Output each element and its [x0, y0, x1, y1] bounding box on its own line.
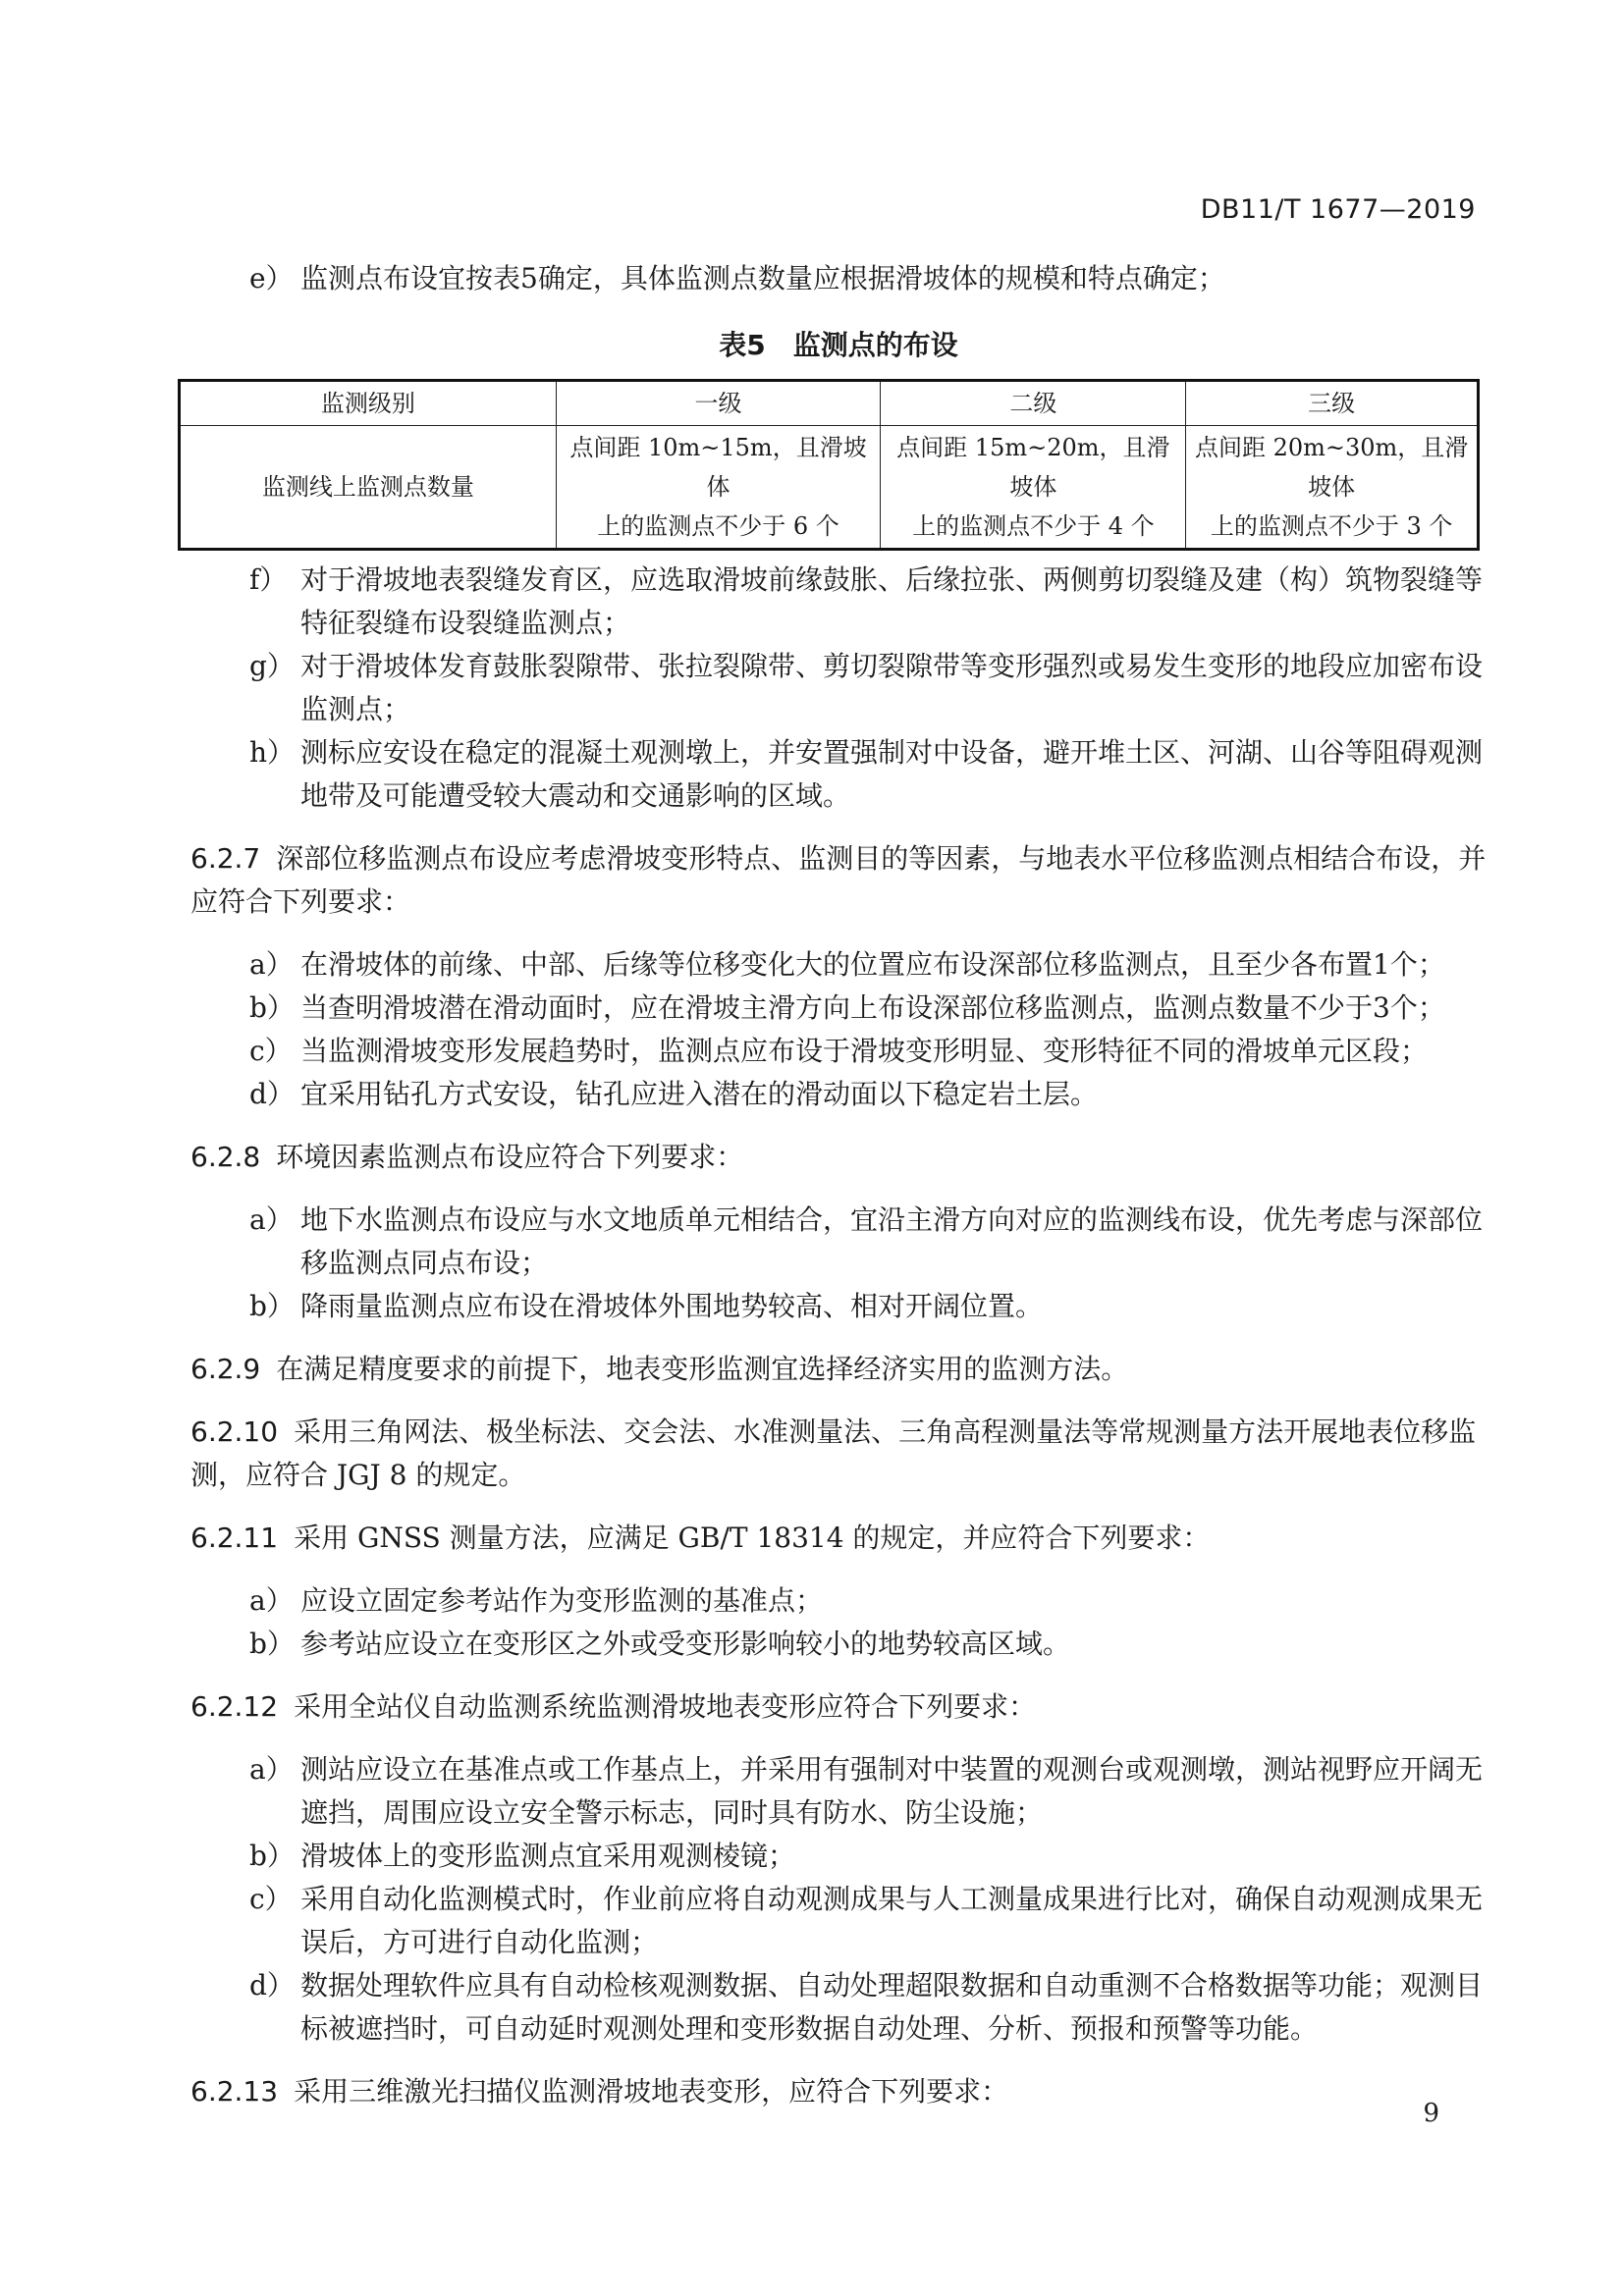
- list-item: [249, 987, 1487, 1030]
- item-text: 在滑坡体的前缘、中部、后缘等位移变化大的位置应布设深部位移监测点，且至少各布置1个；: [300, 948, 1445, 981]
- item-text: 参考站应设立在变形区之外或受变形影响较小的地势较高区域。: [300, 1628, 1071, 1660]
- clause-text: 采用三维激光扫描仪监测滑坡地表变形，应符合下列要求：: [294, 2075, 1009, 2108]
- item-marker: a）: [249, 1584, 294, 1617]
- list-item: [249, 1030, 1487, 1073]
- item-text: 当查明滑坡潜在滑动面时，应在滑坡主滑方向上布设深部位移监测点，监测点数量不少于3个；: [300, 991, 1445, 1024]
- standard-number-header: DB11/T 1677—2019: [1200, 194, 1476, 225]
- list-item: [249, 1835, 1487, 1878]
- item-text: 对于滑坡体发育鼓胀裂隙带、张拉裂隙带、剪切裂隙带等变形强烈或易发生变形的地段应加密布设监测点；: [300, 650, 1484, 725]
- item-text: 应设立固定参考站作为变形监测的基准点；: [300, 1584, 824, 1617]
- clause-text: 采用三角网法、极坐标法、交会法、水准测量法、三角高程测量法等常规测量方法开展地表位移监测，应符合 JGJ 8 的规定。: [190, 1415, 1477, 1491]
- list-item-h: [249, 731, 1487, 818]
- clause-6-2-11: [190, 1517, 1487, 1560]
- table-cell: [1186, 426, 1479, 550]
- clause-6-2-8: [190, 1136, 1487, 1179]
- list-item: [249, 1579, 1487, 1623]
- item-marker: b）: [249, 1290, 295, 1322]
- item-text: 滑坡体上的变形监测点宜采用观测棱镜；: [300, 1840, 796, 1872]
- item-marker: d）: [249, 1969, 295, 2002]
- list-item: [249, 1878, 1487, 1964]
- clause-number: 6.2.7: [190, 842, 261, 875]
- cell-line: 上的监测点不少于 6 个: [597, 512, 839, 540]
- list-item: [249, 1964, 1487, 2051]
- item-marker: d）: [249, 1078, 295, 1110]
- list-item: [249, 1199, 1487, 1285]
- table-header-row: [180, 381, 1479, 426]
- item-marker: h）: [249, 736, 296, 769]
- clause-text: 采用 GNSS 测量方法，应满足 GB/T 18314 的规定，并应符合下列要求：: [294, 1522, 1211, 1554]
- clause-number: 6.2.9: [190, 1353, 261, 1385]
- list-item: [249, 943, 1487, 987]
- clause-number: 6.2.8: [190, 1141, 261, 1173]
- item-text: 降雨量监测点应布设在滑坡体外围地势较高、相对开阔位置。: [300, 1290, 1044, 1322]
- item-marker: e）: [249, 262, 294, 294]
- cell-line: 上的监测点不少于 4 个: [912, 512, 1155, 540]
- clause-text: 采用全站仪自动监测系统监测滑坡地表变形应符合下列要求：: [294, 1690, 1037, 1723]
- cell-line: 点间距 20m~30m，且滑坡体: [1194, 434, 1469, 501]
- table-cell: [556, 426, 881, 550]
- table-header-cell: 一级: [556, 381, 881, 426]
- item-marker: b）: [249, 1840, 295, 1872]
- clause-number: 6.2.12: [190, 1690, 279, 1723]
- cell-line: 点间距 15m~20m，且滑坡体: [896, 434, 1170, 501]
- table-cell: [881, 426, 1186, 550]
- clause-6-2-10: [190, 1411, 1487, 1497]
- list-item-f: [249, 559, 1487, 645]
- table-header-cell: 三级: [1186, 381, 1479, 426]
- clause-number: 6.2.13: [190, 2075, 279, 2108]
- item-text: 测标应安设在稳定的混凝土观测墩上，并安置强制对中设备，避开堆土区、河湖、山谷等阻碍观测地带及可能遭受较大震动和交通影响的区域。: [300, 736, 1484, 812]
- item-marker: c）: [249, 1883, 293, 1915]
- item-marker: c）: [249, 1035, 293, 1067]
- item-marker: b）: [249, 1628, 295, 1660]
- clause-number: 6.2.10: [190, 1415, 279, 1448]
- table-caption: 表5 监测点的布设: [719, 329, 958, 361]
- item-text: 地下水监测点布设应与水文地质单元相结合，宜沿主滑方向对应的监测线布设，优先考虑与深部位移监测点同点布设；: [300, 1203, 1484, 1279]
- item-marker: g）: [249, 650, 295, 682]
- clause-6-2-13: [190, 2070, 1487, 2113]
- monitoring-point-table: [178, 379, 1480, 551]
- list-item: [249, 1073, 1487, 1116]
- table-header-cell: 二级: [881, 381, 1186, 426]
- item-text: 监测点布设宜按表5确定，具体监测点数量应根据滑坡体的规模和特点确定；: [300, 262, 1225, 294]
- item-marker: a）: [249, 1753, 294, 1786]
- list-item-g: [249, 645, 1487, 731]
- item-marker: b）: [249, 991, 295, 1024]
- list-item: [249, 1623, 1487, 1666]
- page-number: 9: [1423, 2099, 1439, 2128]
- list-item: [249, 1748, 1487, 1835]
- clause-text: 环境因素监测点布设应符合下列要求：: [276, 1141, 744, 1173]
- item-text: 宜采用钻孔方式安设，钻孔应进入潜在的滑动面以下稳定岩土层。: [300, 1078, 1099, 1110]
- cell-line: 点间距 10m~15m，且滑坡体: [569, 434, 867, 501]
- item-text: 数据处理软件应具有自动检核观测数据、自动处理超限数据和自动重测不合格数据等功能；观测目标被遮挡时，可自动延时观测处理和变形数据自动处理、分析、预报和预警等功能。: [300, 1969, 1484, 2045]
- item-text: 对于滑坡地表裂缝发育区，应选取滑坡前缘鼓胀、后缘拉张、两侧剪切裂缝及建（构）筑物裂缝等特征裂缝布设裂缝监测点；: [300, 563, 1484, 639]
- clause-6-2-9: [190, 1348, 1487, 1391]
- clause-6-2-12: [190, 1685, 1487, 1729]
- table-row: [180, 426, 1479, 550]
- clause-text: 在满足精度要求的前提下，地表变形监测宜选择经济实用的监测方法。: [276, 1353, 1129, 1385]
- item-marker: a）: [249, 1203, 294, 1236]
- table-row-label: 监测线上监测点数量: [180, 426, 557, 550]
- list-item: [249, 1285, 1487, 1328]
- clause-number: 6.2.11: [190, 1522, 279, 1554]
- cell-line: 上的监测点不少于 3 个: [1210, 512, 1453, 540]
- clause-6-2-7: [190, 837, 1487, 924]
- item-marker: f）: [249, 563, 288, 596]
- clause-text: 深部位移监测点布设应考虑滑坡变形特点、监测目的等因素，与地表水平位移监测点相结合布设，并应符合下列要求：: [190, 842, 1487, 918]
- item-text: 采用自动化监测模式时，作业前应将自动观测成果与人工测量成果进行比对，确保自动观测成果无误后，方可进行自动化监测；: [300, 1883, 1484, 1958]
- list-item-e: [249, 257, 1487, 300]
- item-text: 测站应设立在基准点或工作基点上，并采用有强制对中装置的观测台或观测墩，测站视野应开阔无遮挡，周围应设立安全警示标志，同时具有防水、防尘设施；: [300, 1753, 1484, 1829]
- item-text: 当监测滑坡变形发展趋势时，监测点应布设于滑坡变形明显、变形特征不同的滑坡单元区段；: [300, 1035, 1429, 1067]
- table-header-cell: 监测级别: [180, 381, 557, 426]
- item-marker: a）: [249, 948, 294, 981]
- page-content: [190, 257, 1487, 2113]
